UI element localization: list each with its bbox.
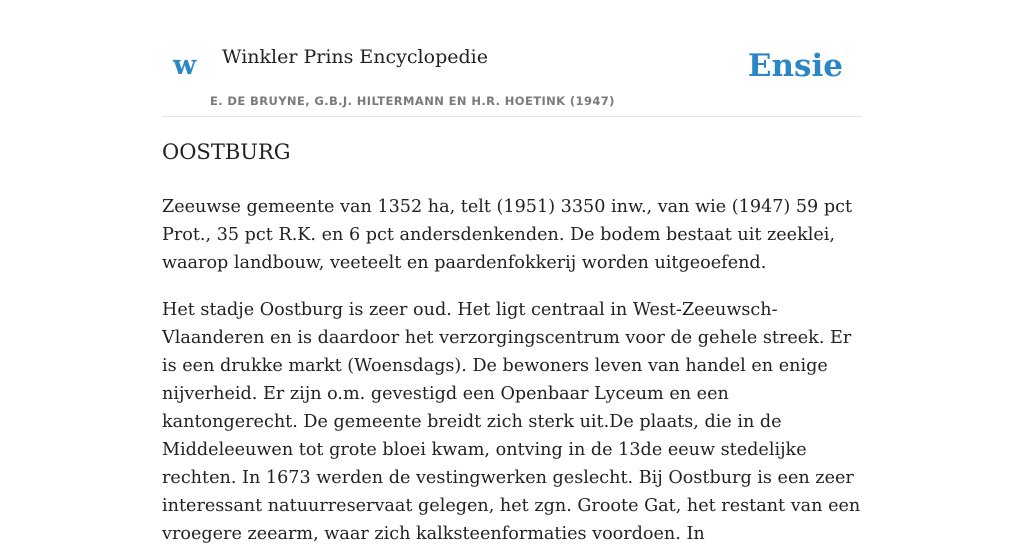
article-title: OOSTBURG: [162, 140, 291, 164]
publication-title[interactable]: Winkler Prins Encyclopedie: [222, 46, 488, 68]
publication-authors: E. DE BRUYNE, G.B.J. HILTERMANN EN H.R. HOETINK (1947): [210, 94, 615, 108]
article-body: [162, 193, 862, 548]
header: [162, 0, 862, 117]
article-paragraph: Het stadje Oostburg is zeer oud. Het ligt centraal in West-Zeeuwsch-Vlaanderen en is daardoor het verzorgingscentrum voor de gehele streek. Er is een drukke markt (Woensdags). De bewoners leven van handel en enige nijverheid. Er zijn o.m. gevestigd een Openbaar Lyceum en een kantongerecht. De gemeente breidt zich sterk uit.De plaats, die in de Middeleeuwen tot grote bloei kwam, ontving in de 13de eeuw stedelijke rechten. In 1673 werden de vestingwerken geslecht. Bij Oostburg is een zeer interessant natuurreservaat gelegen, het zgn. Groote Gat, het restant van een vroegere zeearm, waar zich kalksteenformaties voordoen. In: [162, 300, 861, 545]
article: [162, 139, 862, 548]
winkler-prins-logo[interactable]: w: [173, 50, 197, 81]
article-paragraph: Zeeuwse gemeente van 1352 ha, telt (1951) 3350 inw., van wie (1947) 59 pct Prot., 35 pct R.K. en 6 pct andersdenkenden. De bodem bestaat uit zeeklei, waarop landbouw, veeteelt en paardenfokkerij worden uitgeoefend.: [162, 197, 853, 274]
ensie-logo[interactable]: Ensie: [747, 48, 843, 84]
